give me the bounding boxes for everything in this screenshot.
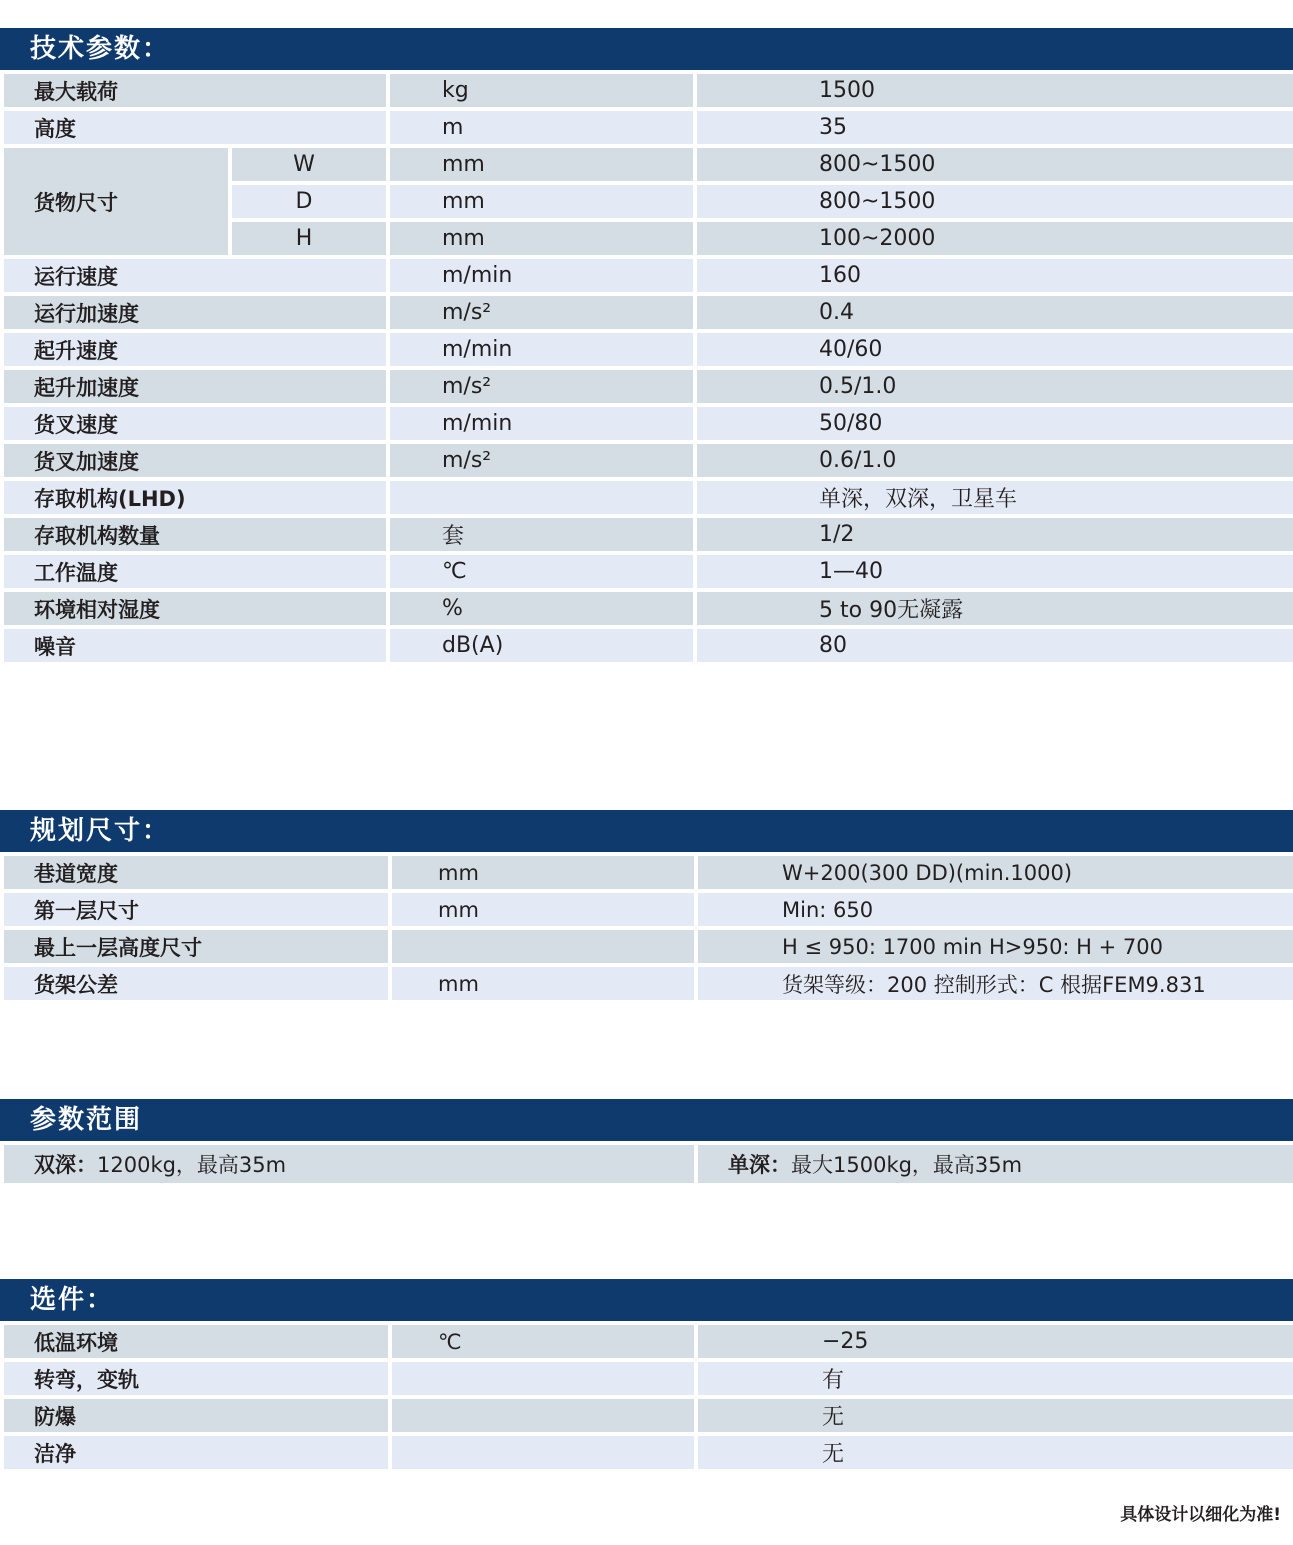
row-value: 无 bbox=[696, 1397, 1293, 1434]
table-row bbox=[2, 590, 1293, 627]
row-label: 环境相对湿度 bbox=[2, 590, 388, 627]
cargo-sub-label: D bbox=[230, 183, 388, 220]
row-value: 0.5/1.0 bbox=[695, 368, 1293, 405]
row-label: 起升速度 bbox=[2, 331, 388, 368]
table-row bbox=[2, 1323, 1293, 1360]
row-value: 单深，双深，卫星车 bbox=[695, 479, 1293, 516]
row-unit: m/s² bbox=[388, 294, 695, 331]
options-header: 选件： bbox=[0, 1279, 1293, 1321]
table-row bbox=[2, 1360, 1293, 1397]
table-row bbox=[2, 1143, 1293, 1185]
row-value: W+200(300 DD)(min.1000) bbox=[696, 854, 1293, 891]
table-row bbox=[2, 331, 1293, 368]
row-value: 160 bbox=[695, 257, 1293, 294]
double-depth-cell bbox=[2, 1143, 696, 1185]
row-label: 噪音 bbox=[2, 627, 388, 664]
row-unit: m/s² bbox=[388, 368, 695, 405]
row-label: 工作温度 bbox=[2, 553, 388, 590]
row-unit: ℃ bbox=[388, 553, 695, 590]
row-unit: mm bbox=[390, 891, 696, 928]
row-unit bbox=[390, 1434, 696, 1471]
single-depth-label: 单深： bbox=[728, 1153, 791, 1177]
row-label: 货叉加速度 bbox=[2, 442, 388, 479]
table-row bbox=[2, 442, 1293, 479]
table-row bbox=[2, 891, 1293, 928]
cargo-sub-label: W bbox=[230, 146, 388, 183]
row-value: 800~1500 bbox=[695, 146, 1293, 183]
row-value: 1/2 bbox=[695, 516, 1293, 553]
table-row bbox=[2, 109, 1293, 146]
row-unit: mm bbox=[388, 220, 695, 257]
row-label: 货架公差 bbox=[2, 965, 390, 1002]
row-label: 货叉速度 bbox=[2, 405, 388, 442]
table-row bbox=[2, 72, 1293, 109]
cargo-size-label: 货物尺寸 bbox=[2, 146, 230, 257]
row-unit: m/min bbox=[388, 331, 695, 368]
row-label: 防爆 bbox=[2, 1397, 390, 1434]
options-section bbox=[0, 1279, 1293, 1473]
row-value: 货架等级：200 控制形式：C 根据FEM9.831 bbox=[696, 965, 1293, 1002]
tech-table bbox=[0, 70, 1293, 666]
row-label: 运行速度 bbox=[2, 257, 388, 294]
row-unit: mm bbox=[388, 183, 695, 220]
tech-section bbox=[0, 28, 1293, 666]
row-unit: m/min bbox=[388, 257, 695, 294]
row-unit bbox=[390, 928, 696, 965]
row-label: 最大载荷 bbox=[2, 72, 388, 109]
row-value: 40/60 bbox=[695, 331, 1293, 368]
row-label: 转弯，变轨 bbox=[2, 1360, 390, 1397]
row-value: H ≤ 950: 1700 min H>950: H + 700 bbox=[696, 928, 1293, 965]
single-depth-cell bbox=[696, 1143, 1293, 1185]
plan-header: 规划尺寸： bbox=[0, 810, 1293, 852]
table-row bbox=[2, 1397, 1293, 1434]
table-row bbox=[2, 854, 1293, 891]
row-label: 巷道宽度 bbox=[2, 854, 390, 891]
table-row bbox=[2, 965, 1293, 1002]
row-unit bbox=[390, 1397, 696, 1434]
row-value: 100~2000 bbox=[695, 220, 1293, 257]
table-row bbox=[2, 627, 1293, 664]
table-row bbox=[2, 368, 1293, 405]
table-row bbox=[2, 1434, 1293, 1471]
plan-section bbox=[0, 810, 1293, 1004]
table-row bbox=[2, 257, 1293, 294]
row-value: 80 bbox=[695, 627, 1293, 664]
row-label: 运行加速度 bbox=[2, 294, 388, 331]
tech-header: 技术参数： bbox=[0, 28, 1293, 70]
row-unit: m bbox=[388, 109, 695, 146]
row-label: 最上一层高度尺寸 bbox=[2, 928, 390, 965]
row-value: 35 bbox=[695, 109, 1293, 146]
range-table bbox=[0, 1141, 1293, 1187]
table-row bbox=[2, 405, 1293, 442]
row-unit: 套 bbox=[388, 516, 695, 553]
row-value: 1—40 bbox=[695, 553, 1293, 590]
row-unit: mm bbox=[388, 146, 695, 183]
double-depth-value: 1200kg，最高35m bbox=[97, 1153, 287, 1177]
row-value: Min: 650 bbox=[696, 891, 1293, 928]
row-label: 第一层尺寸 bbox=[2, 891, 390, 928]
row-value: 5 to 90无凝露 bbox=[695, 590, 1293, 627]
table-row bbox=[2, 553, 1293, 590]
row-value: 1500 bbox=[695, 72, 1293, 109]
row-value: 0.4 bbox=[695, 294, 1293, 331]
range-section bbox=[0, 1099, 1293, 1187]
row-label: 高度 bbox=[2, 109, 388, 146]
row-label: 起升加速度 bbox=[2, 368, 388, 405]
table-row bbox=[2, 146, 1293, 183]
row-unit: mm bbox=[390, 965, 696, 1002]
options-table bbox=[0, 1321, 1293, 1473]
range-header: 参数范围 bbox=[0, 1099, 1293, 1141]
row-label: 存取机构(LHD) bbox=[2, 479, 388, 516]
row-unit bbox=[390, 1360, 696, 1397]
row-value: 0.6/1.0 bbox=[695, 442, 1293, 479]
row-unit: ℃ bbox=[390, 1323, 696, 1360]
double-depth-label: 双深： bbox=[34, 1153, 97, 1177]
table-row bbox=[2, 516, 1293, 553]
row-unit: mm bbox=[390, 854, 696, 891]
row-label: 低温环境 bbox=[2, 1323, 390, 1360]
table-row bbox=[2, 928, 1293, 965]
row-unit: m/s² bbox=[388, 442, 695, 479]
row-unit: kg bbox=[388, 72, 695, 109]
cargo-sub-label: H bbox=[230, 220, 388, 257]
row-unit: dB(A) bbox=[388, 627, 695, 664]
row-value: 800~1500 bbox=[695, 183, 1293, 220]
table-row bbox=[2, 479, 1293, 516]
row-unit: % bbox=[388, 590, 695, 627]
row-label: 存取机构数量 bbox=[2, 516, 388, 553]
row-value: 有 bbox=[696, 1360, 1293, 1397]
row-value: −25 bbox=[696, 1323, 1293, 1360]
footnote: 具体设计以细化为准! bbox=[1120, 1505, 1281, 1525]
row-value: 50/80 bbox=[695, 405, 1293, 442]
single-depth-value: 最大1500kg，最高35m bbox=[791, 1153, 1023, 1177]
row-unit: m/min bbox=[388, 405, 695, 442]
row-value: 无 bbox=[696, 1434, 1293, 1471]
table-row bbox=[2, 294, 1293, 331]
plan-table bbox=[0, 852, 1293, 1004]
row-unit bbox=[388, 479, 695, 516]
row-label: 洁净 bbox=[2, 1434, 390, 1471]
